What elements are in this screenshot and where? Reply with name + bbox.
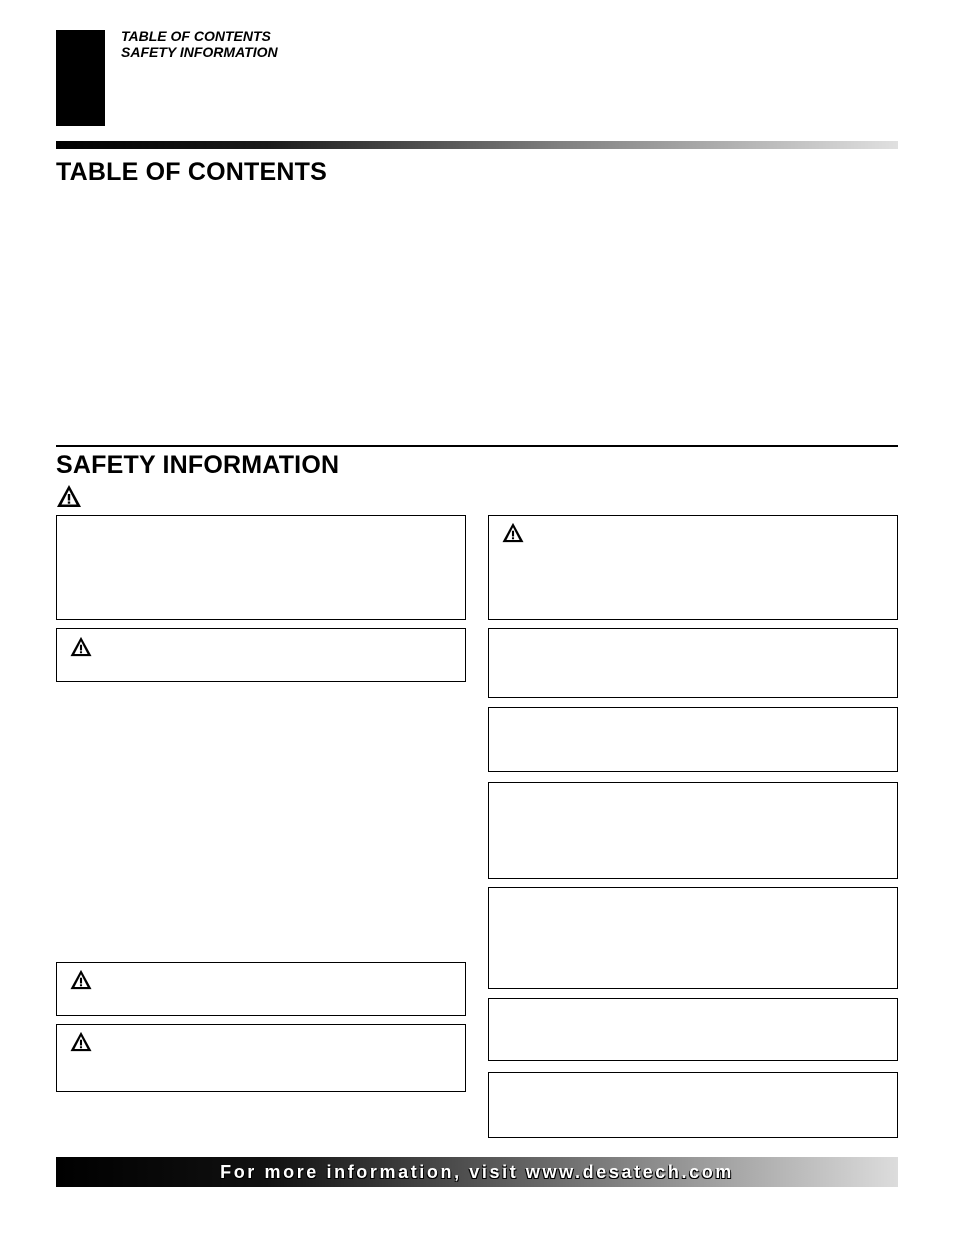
section-list-item-toc: TABLE OF CONTENTS — [121, 28, 271, 44]
warning-box — [56, 1024, 466, 1092]
footer-website-text: For more information, visit www.desatech.com — [220, 1162, 734, 1182]
toc-title: TABLE OF CONTENTS — [56, 158, 327, 186]
section-list-item-safety: SAFETY INFORMATION — [121, 44, 278, 60]
section-tab-marker — [56, 30, 105, 126]
notice-box — [488, 998, 898, 1061]
warning-triangle-icon — [501, 522, 525, 543]
notice-box — [56, 515, 466, 620]
header-gradient-bar — [56, 141, 898, 149]
notice-box — [488, 887, 898, 989]
notice-box — [488, 1072, 898, 1138]
warning-box — [488, 515, 898, 620]
section-divider — [56, 445, 898, 447]
safety-title: SAFETY INFORMATION — [56, 451, 340, 479]
notice-box — [488, 782, 898, 879]
warning-box — [56, 628, 466, 682]
warning-triangle-icon — [69, 636, 93, 657]
warning-triangle-icon — [69, 969, 93, 990]
footer-bar — [56, 1157, 898, 1187]
warning-triangle-icon — [56, 484, 82, 508]
warning-triangle-icon — [69, 1031, 93, 1052]
notice-box — [488, 628, 898, 698]
notice-box — [488, 707, 898, 772]
warning-box — [56, 962, 466, 1016]
section-list — [121, 28, 278, 60]
